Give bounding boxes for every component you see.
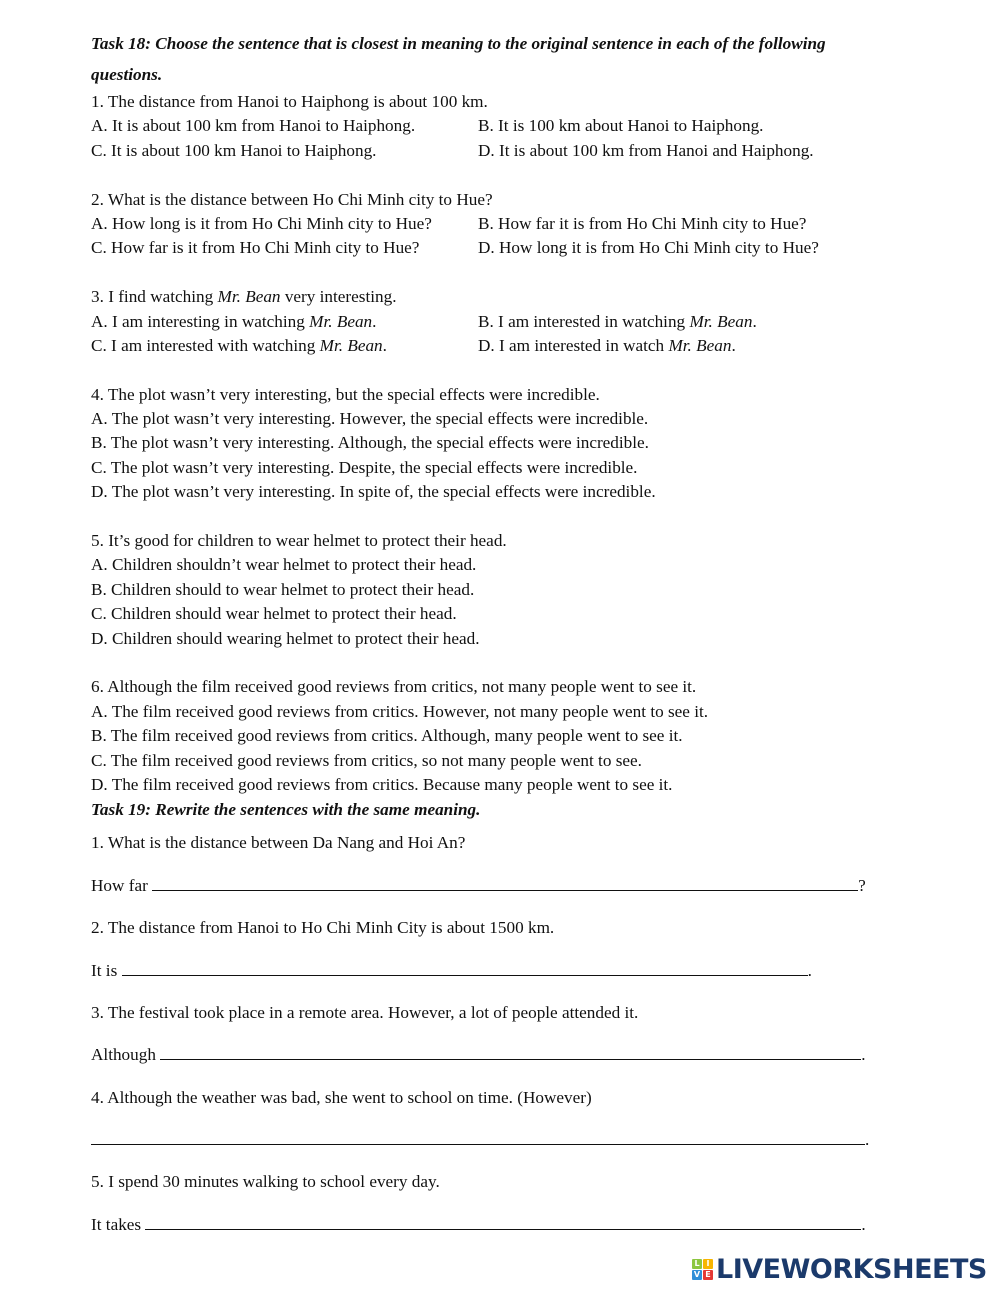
text-segment: very interesting. (280, 287, 397, 307)
option-a[interactable] (91, 553, 891, 577)
logo-text: LIVEWORKSHEETS (716, 1254, 987, 1285)
text-segment: C. It is about 100 km Hanoi to Haiphong. (91, 140, 377, 160)
task19-items (91, 822, 891, 1246)
rewrite-prompt-4: 4. Although the weather was bad, she went to school on time. (However) (91, 1087, 592, 1107)
logo-tile: V (693, 1270, 701, 1279)
answer-lead: It takes (91, 1214, 146, 1234)
question-2 (91, 188, 891, 261)
answer-lead: Although (91, 1045, 161, 1065)
answer-end-punctuation: . (807, 960, 812, 980)
task19-title: Task 19: Rewrite the sentences with the same meaning. (91, 800, 481, 820)
rewrite-answer-1 (91, 865, 891, 907)
text-segment: B. How far it is from Ho Chi Minh city to Hue? (478, 213, 807, 233)
text-segment: A. Children shouldn’t wear helmet to protect their head. (91, 555, 477, 575)
option-b[interactable] (478, 310, 757, 334)
option-a[interactable] (91, 700, 891, 724)
answer-end-punctuation: ? (858, 875, 866, 895)
logo-tile: I (703, 1259, 713, 1269)
option-d[interactable] (478, 334, 736, 358)
task18-questions (91, 90, 891, 797)
answer-blank-input[interactable] (160, 1045, 861, 1060)
text-segment: D. Children should wearing helmet to protect their head. (91, 628, 480, 648)
option-row (91, 310, 891, 334)
italic-title: Mr. Bean (689, 311, 753, 331)
task18-title: Task 18: Choose the sentence that is closest in meaning to the original sentence in each of the following questions. (91, 34, 826, 84)
question-6 (91, 675, 891, 797)
option-d[interactable] (91, 773, 891, 797)
option-d[interactable] (478, 236, 819, 260)
rewrite-answer-5 (91, 1204, 891, 1246)
answer-blank-input[interactable] (122, 961, 808, 976)
option-d[interactable] (91, 480, 891, 504)
logo-tiles-icon (692, 1259, 713, 1280)
logo-tile: L (692, 1259, 702, 1269)
option-row (91, 139, 891, 163)
text-segment: D. It is about 100 km from Hanoi and Haiphong. (478, 140, 814, 160)
rewrite-prompt-5: 5. I spend 30 minutes walking to school every day. (91, 1172, 440, 1192)
option-c[interactable] (91, 236, 478, 260)
question-stem (91, 383, 891, 407)
text-segment: 5. It’s good for children to wear helmet to protect their head. (91, 531, 507, 551)
logo-tile: E (703, 1270, 713, 1280)
answer-lead: How far (91, 875, 153, 895)
text-segment: 6. Although the film received good reviews from critics, not many people went to see it. (91, 677, 697, 697)
text-segment: C. The plot wasn’t very interesting. Despite, the special effects were incredible. (91, 457, 638, 477)
option-c[interactable] (91, 749, 891, 773)
liveworksheets-logo (692, 1254, 987, 1285)
italic-title: Mr. Bean (217, 287, 281, 307)
option-b[interactable] (478, 212, 806, 236)
text-segment: D. I am interested in watch (478, 335, 669, 355)
option-b[interactable] (91, 724, 891, 748)
answer-blank-input[interactable] (152, 876, 858, 891)
question-stem (91, 90, 891, 114)
text-segment: B. Children should to wear helmet to protect their head. (91, 579, 475, 599)
option-row (91, 334, 891, 358)
option-a[interactable] (91, 212, 478, 236)
rewrite-answer-4 (91, 1119, 891, 1161)
option-a[interactable] (91, 407, 891, 431)
question-stem (91, 188, 891, 212)
answer-lead: It is (91, 960, 122, 980)
option-b[interactable] (91, 431, 891, 455)
question-4 (91, 383, 891, 505)
question-1 (91, 90, 891, 163)
rewrite-prompt-1: 1. What is the distance between Da Nang and Hoi An? (91, 833, 466, 853)
text-segment: C. Children should wear helmet to protect their head. (91, 604, 457, 624)
rewrite-prompt-2: 2. The distance from Hanoi to Ho Chi Minh City is about 1500 km. (91, 918, 555, 938)
italic-title: Mr. Bean (668, 335, 732, 355)
option-c[interactable] (91, 602, 891, 626)
option-c[interactable] (91, 456, 891, 480)
answer-blank-input[interactable] (91, 1130, 865, 1145)
option-row (91, 114, 891, 138)
text-segment: A. How long is it from Ho Chi Minh city to Hue? (91, 213, 432, 233)
text-segment: 1. The distance from Hanoi to Haiphong is about 100 km. (91, 92, 488, 111)
option-c[interactable] (91, 139, 478, 163)
text-segment: . (382, 335, 387, 355)
option-b[interactable] (478, 114, 763, 138)
text-segment: D. How long it is from Ho Chi Minh city to Hue? (478, 238, 819, 258)
italic-title: Mr. Bean (309, 311, 373, 331)
text-segment: C. The film received good reviews from critics, so not many people went to see. (91, 750, 642, 770)
option-row (91, 212, 891, 236)
option-d[interactable] (91, 627, 891, 651)
text-segment: D. The film received good reviews from critics. Because many people went to see it. (91, 774, 673, 794)
text-segment: . (731, 335, 736, 355)
answer-end-punctuation: . (861, 1045, 866, 1065)
text-segment: C. How far is it from Ho Chi Minh city to Hue? (91, 238, 420, 258)
text-segment: . (752, 311, 757, 331)
option-d[interactable] (478, 139, 814, 163)
option-c[interactable] (91, 334, 478, 358)
answer-end-punctuation: . (865, 1130, 870, 1150)
text-segment: B. The film received good reviews from critics. Although, many people went to see it. (91, 726, 683, 746)
text-segment: B. I am interested in watching (478, 311, 690, 331)
text-segment: 3. I find watching (91, 287, 218, 307)
text-segment: A. I am interesting in watching (91, 311, 310, 331)
text-segment: C. I am interested with watching (91, 335, 320, 355)
option-a[interactable] (91, 310, 478, 334)
question-5 (91, 529, 891, 651)
question-3 (91, 285, 891, 358)
option-row (91, 236, 891, 260)
option-b[interactable] (91, 578, 891, 602)
text-segment: A. The film received good reviews from critics. However, not many people went to see it. (91, 701, 709, 721)
text-segment: 2. What is the distance between Ho Chi Minh city to Hue? (91, 189, 493, 209)
answer-blank-input[interactable] (145, 1215, 861, 1230)
italic-title: Mr. Bean (319, 335, 383, 355)
text-segment: 4. The plot wasn’t very interesting, but the special effects were incredible. (91, 384, 600, 404)
answer-end-punctuation: . (861, 1214, 866, 1234)
text-segment: . (372, 311, 377, 331)
question-stem (91, 285, 891, 309)
worksheet-page (91, 28, 891, 1246)
rewrite-prompt-3: 3. The festival took place in a remote area. However, a lot of people attended it. (91, 1002, 639, 1022)
rewrite-answer-2 (91, 950, 891, 992)
text-segment: D. The plot wasn’t very interesting. In spite of, the special effects were incredible. (91, 482, 656, 502)
option-a[interactable] (91, 114, 478, 138)
text-segment: A. It is about 100 km from Hanoi to Haiphong. (91, 116, 416, 136)
text-segment: A. The plot wasn’t very interesting. However, the special effects were incredible. (91, 409, 649, 429)
text-segment: B. The plot wasn’t very interesting. Although, the special effects were incredible. (91, 433, 649, 453)
question-stem (91, 675, 891, 699)
rewrite-answer-3 (91, 1034, 891, 1076)
question-stem (91, 529, 891, 553)
text-segment: B. It is 100 km about Hanoi to Haiphong. (478, 116, 764, 136)
